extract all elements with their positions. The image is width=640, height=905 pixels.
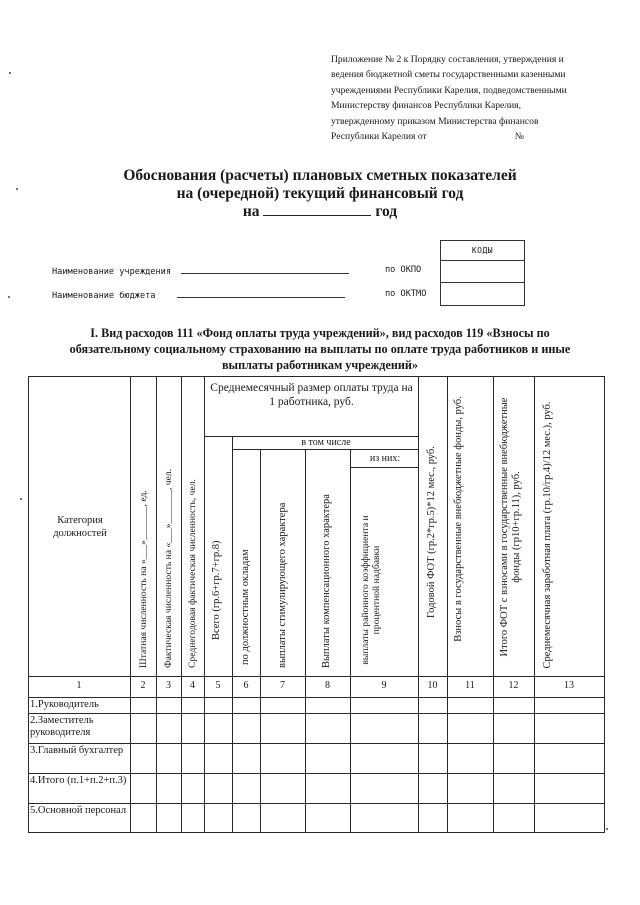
- oktmo-label: по ОКТМО: [385, 289, 427, 299]
- col-divider: [204, 376, 205, 832]
- col-divider: [156, 376, 157, 832]
- col-number: 8: [325, 680, 330, 691]
- col-divider: [130, 376, 131, 832]
- col-number: 5: [215, 680, 221, 691]
- col-avg-salary-header: Среднемесячная заработная плата (гр.10/гр.4)/12 мес.), руб.: [542, 401, 553, 669]
- header-bottom: [28, 676, 605, 677]
- col-compensation-header: Выплаты компенсационного характера: [321, 494, 332, 668]
- row-line: [28, 743, 605, 744]
- col-number: 6: [243, 680, 249, 691]
- appendix-line: [331, 129, 631, 144]
- appendix-number-sign: №: [514, 131, 524, 143]
- incl-header: в том числе: [301, 437, 351, 448]
- appendix-note: [331, 52, 631, 144]
- col-divider: [447, 376, 448, 832]
- table-border-left: [28, 376, 29, 832]
- col-divider: [418, 376, 419, 832]
- institution-label: Наименование учреждения: [52, 267, 171, 277]
- appendix-line: утвержденному приказом Министерства финансов: [331, 115, 539, 127]
- section-line: I. Вид расходов 111 «Фонд оплаты труда учреждений», вид расходов 119 «Взносы по: [90, 326, 550, 340]
- title-line: на (очередной) текущий финансовый год: [176, 185, 464, 202]
- table-row-label: 2.Заместитель руководителя: [30, 715, 94, 738]
- col-number: 13: [564, 680, 574, 691]
- scan-speck: [16, 188, 18, 190]
- codes-box: [440, 240, 525, 306]
- col-number: 10: [427, 680, 438, 691]
- col-divider: [181, 376, 182, 832]
- table-border-bottom: [28, 832, 605, 833]
- year-blank: [263, 203, 371, 216]
- appendix-line: Приложение № 2 к Порядку составления, утверждения и: [331, 54, 564, 65]
- scan-speck: [20, 498, 22, 500]
- appendix-line: учреждениями Республики Карелия, подведомственными: [331, 84, 567, 96]
- row-line: [28, 697, 605, 698]
- okpo-code-cell[interactable]: [441, 261, 524, 283]
- document-title: [100, 167, 540, 221]
- institution-name-field[interactable]: [181, 265, 349, 274]
- appendix-date-label: Республики Карелия от: [331, 131, 427, 143]
- col-divider: [305, 449, 306, 832]
- of-them-divider: [350, 467, 418, 468]
- col-divider: [534, 376, 535, 832]
- col-staff-count-header: Штатная численность на «___»_______, ед.: [138, 490, 149, 668]
- col-number: 12: [508, 680, 519, 691]
- col-number: 4: [190, 680, 195, 691]
- institution-field-row: [52, 265, 422, 277]
- col-total-header: Всего (гр.6+гр.7+гр.8): [211, 540, 222, 640]
- appendix-line: Министерству финансов Республики Карелия,: [331, 100, 521, 112]
- budget-field-row: [52, 289, 427, 301]
- col-regional-coef-header: выплаты районного коэффициента и процентной надбавки: [360, 515, 382, 665]
- col-number: 9: [381, 680, 387, 691]
- col-number: 11: [465, 680, 475, 691]
- section-heading: [40, 326, 600, 373]
- col-number: 2: [140, 680, 146, 691]
- oktmo-code-cell[interactable]: [441, 283, 524, 305]
- row-line: [28, 713, 605, 714]
- table-border-top: [28, 376, 605, 377]
- col-divider: [493, 376, 494, 832]
- budget-label: Наименование бюджета: [52, 291, 156, 301]
- col-number: 7: [280, 680, 285, 691]
- scan-speck: [9, 72, 11, 74]
- col-category-header: Категория должностей: [53, 515, 107, 539]
- col-contributions-header: Взносы в государственные внебюджетные фонды, руб.: [453, 396, 464, 642]
- row-line: [28, 773, 605, 774]
- col-annual-fot-header: Годовой ФОТ (гр.2*гр.5)*12 мес., руб.: [426, 446, 437, 618]
- scan-speck: [606, 828, 608, 830]
- col-divider: [350, 449, 351, 832]
- table-row-label: 3.Главный бухгалтер: [30, 745, 124, 756]
- table-row-label: 5.Основной персонал: [30, 805, 127, 816]
- table-row-label: 4.Итого (п.1+п.2+п.3): [30, 775, 127, 786]
- codes-header: КОДЫ: [441, 241, 524, 261]
- section-line: обязательному социальному страхованию на выплаты по оплате труда работников и иные: [69, 341, 571, 356]
- title-year-prefix: на: [242, 203, 260, 220]
- col-incentive-header: выплаты стимулирующего характера: [277, 502, 288, 668]
- table-row-label: 1.Руководитель: [30, 699, 99, 710]
- table-border-right: [604, 376, 605, 832]
- col-avg-annual-count-header: Среднегодовая фактическая численность, чел.: [187, 479, 198, 668]
- title-line: Обоснования (расчеты) плановых сметных показателей: [123, 167, 517, 184]
- scan-speck: [8, 296, 10, 298]
- col-number: 3: [166, 680, 171, 691]
- col-number: 1: [76, 680, 82, 691]
- avg-pay-header: Среднемесячный размер оплаты труда на 1 работника, руб.: [210, 382, 413, 408]
- appendix-line: ведения бюджетной сметы государственными казенными: [331, 69, 566, 81]
- of-them-header: из них:: [369, 453, 401, 464]
- col-divider: [260, 449, 261, 832]
- title-year-suffix: год: [375, 203, 398, 220]
- row-line: [28, 803, 605, 804]
- col-fot-total-header: Итого ФОТ с взносами в государственные внебюджетные фонды (гр10+гр.11), руб.: [499, 397, 522, 657]
- budget-name-field[interactable]: [177, 289, 345, 298]
- col-salary-header: по должностным окладам: [240, 549, 251, 665]
- section-line: выплаты работникам учреждений»: [221, 357, 419, 372]
- col-actual-count-header: Фактическая численность на «___»_______, чел.: [163, 468, 174, 668]
- title-year-line: [100, 203, 540, 221]
- okpo-label: по ОКПО: [385, 265, 422, 275]
